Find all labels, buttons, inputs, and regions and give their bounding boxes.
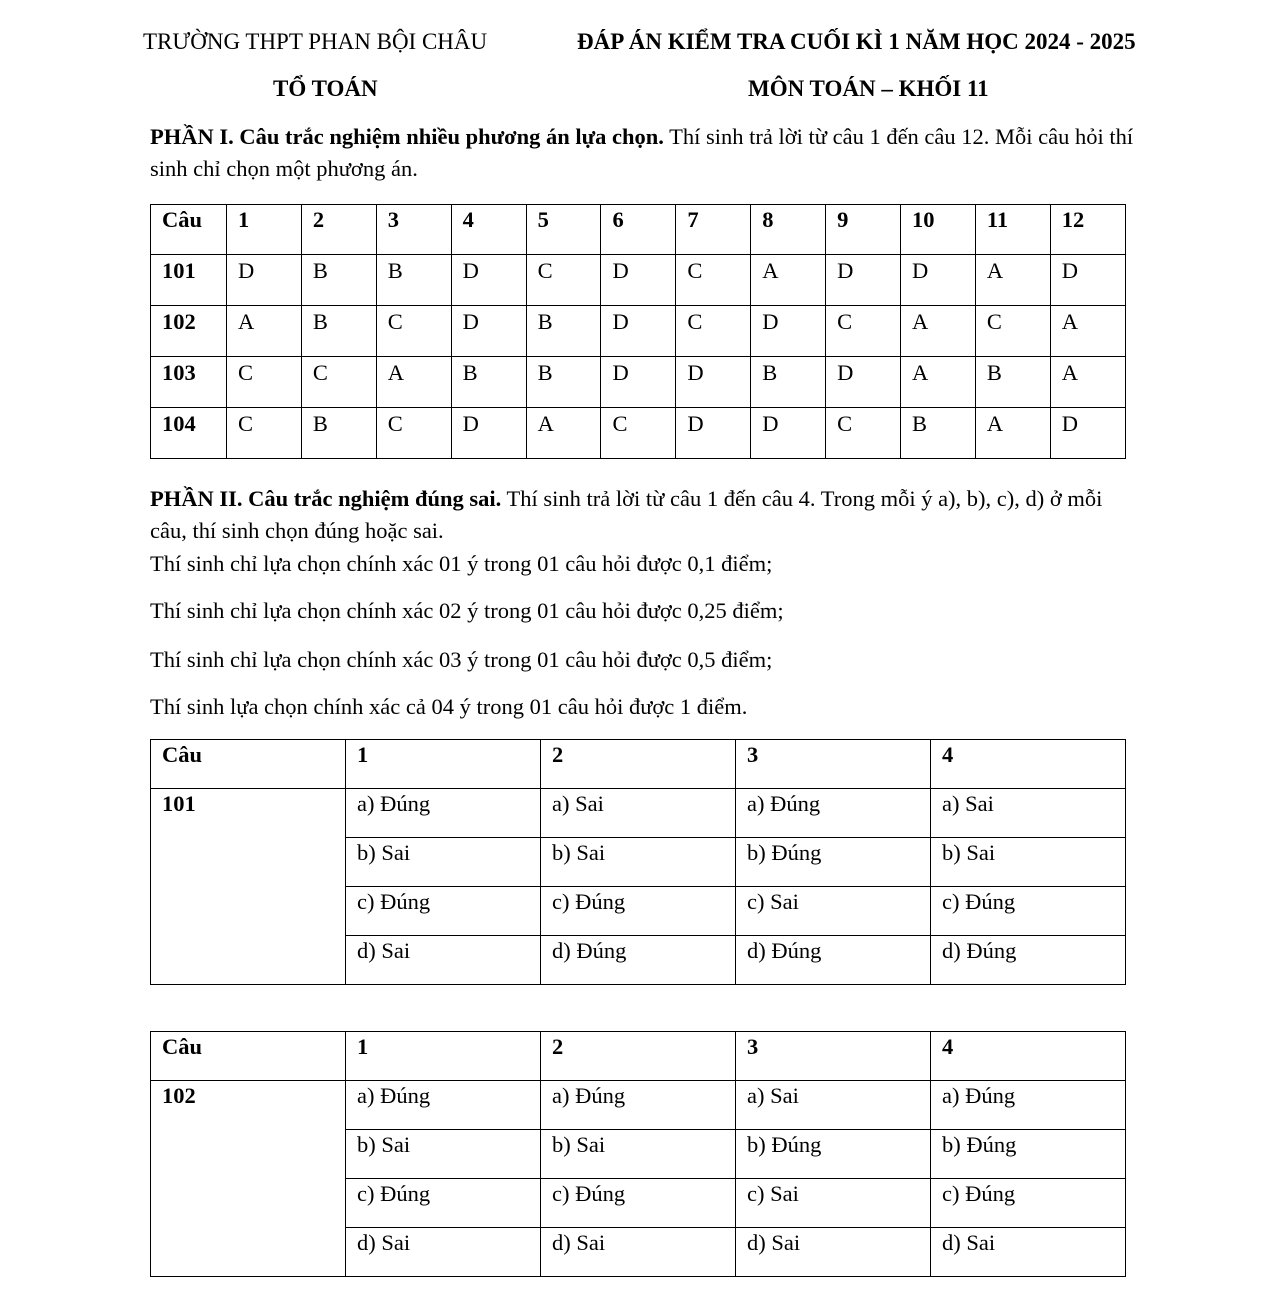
answer-cell: D (451, 255, 526, 306)
answer-cell: c) Đúng (541, 1179, 736, 1228)
column-header: 3 (736, 740, 931, 789)
answer-cell: B (751, 357, 826, 408)
department-name: TỔ TOÁN (273, 76, 378, 101)
answer-cell: D (601, 306, 676, 357)
answer-cell: A (901, 306, 976, 357)
answer-cell: C (826, 306, 901, 357)
answer-cell: a) Sai (736, 1081, 931, 1130)
answer-cell: D (1050, 255, 1125, 306)
answer-cell: d) Sai (736, 1228, 931, 1277)
part2-heading (150, 483, 1140, 547)
table-row (151, 306, 1126, 357)
table-header-row (151, 205, 1126, 255)
answer-cell: D (751, 408, 826, 459)
answer-cell: d) Sai (931, 1228, 1126, 1277)
answer-cell: b) Đúng (931, 1130, 1126, 1179)
answer-cell: D (901, 255, 976, 306)
scoring-rule: Thí sinh chỉ lựa chọn chính xác 01 ý trong 01 câu hỏi được 0,1 điểm; (150, 551, 773, 576)
table-row (151, 1081, 1126, 1130)
column-header: 5 (526, 205, 601, 255)
answer-cell: D (601, 357, 676, 408)
answer-cell: C (227, 357, 302, 408)
column-header: 6 (601, 205, 676, 255)
answer-cell: A (526, 408, 601, 459)
column-header: 1 (346, 740, 541, 789)
answer-cell: D (676, 357, 751, 408)
answer-cell: D (826, 357, 901, 408)
answer-cell: A (975, 408, 1050, 459)
column-header: Câu (151, 740, 346, 789)
answer-cell: d) Đúng (931, 936, 1126, 985)
answer-cell: C (301, 357, 376, 408)
column-header: 3 (736, 1032, 931, 1081)
exam-code-cell: 101 (151, 255, 227, 306)
answer-cell: D (751, 306, 826, 357)
answer-cell: A (751, 255, 826, 306)
scoring-rule: Thí sinh lựa chọn chính xác cả 04 ý trong 01 câu hỏi được 1 điểm. (150, 694, 748, 719)
column-header: Câu (151, 205, 227, 255)
answer-cell: c) Sai (736, 887, 931, 936)
column-header: 7 (676, 205, 751, 255)
answer-cell: d) Sai (346, 1228, 541, 1277)
answer-cell: A (1050, 357, 1125, 408)
part2-instruction: Thí sinh trả lời từ câu 1 đến câu 4. Trong mỗi ý a), b), c), d) ở mỗi câu, thí sinh chọn đúng hoặc sai. (150, 486, 1103, 543)
part2-answer-table-101 (150, 739, 1126, 985)
answer-cell: c) Đúng (931, 1179, 1126, 1228)
answer-cell: C (676, 306, 751, 357)
part2-title: PHẦN II. Câu trắc nghiệm đúng sai. (150, 486, 502, 511)
answer-cell: B (975, 357, 1050, 408)
exam-code-cell: 101 (151, 789, 346, 985)
table-row (151, 255, 1126, 306)
part1-instruction: Thí sinh trả lời từ câu 1 đến câu 12. Mỗi câu hỏi thí sinh chỉ chọn một phương án. (150, 124, 1134, 181)
answer-cell: c) Sai (736, 1179, 931, 1228)
answer-cell: D (451, 306, 526, 357)
answer-cell: c) Đúng (541, 887, 736, 936)
answer-cell: A (1050, 306, 1125, 357)
exam-code-cell: 103 (151, 357, 227, 408)
exam-title: ĐÁP ÁN KIỂM TRA CUỐI KÌ 1 NĂM HỌC 2024 - 2025 (577, 29, 1136, 54)
answer-cell: D (676, 408, 751, 459)
answer-cell: b) Đúng (736, 1130, 931, 1179)
answer-cell: C (376, 306, 451, 357)
answer-cell: A (975, 255, 1050, 306)
column-header: 12 (1050, 205, 1125, 255)
answer-cell: a) Sai (931, 789, 1126, 838)
subject-title: MÔN TOÁN – KHỐI 11 (748, 76, 989, 101)
answer-cell: a) Đúng (736, 789, 931, 838)
table-header-row (151, 1032, 1126, 1081)
answer-cell: B (526, 306, 601, 357)
part1-heading (150, 121, 1140, 185)
answer-cell: C (526, 255, 601, 306)
answer-cell: C (601, 408, 676, 459)
column-header: 9 (826, 205, 901, 255)
part1-title: PHẦN I. Câu trắc nghiệm nhiều phương án lựa chọn. (150, 124, 664, 149)
answer-cell: C (227, 408, 302, 459)
exam-code-cell: 104 (151, 408, 227, 459)
column-header: 1 (346, 1032, 541, 1081)
answer-cell: B (451, 357, 526, 408)
answer-cell: D (826, 255, 901, 306)
exam-code-cell: 102 (151, 1081, 346, 1277)
table-row (151, 408, 1126, 459)
column-header: 4 (931, 1032, 1126, 1081)
answer-cell: D (227, 255, 302, 306)
table-row (151, 789, 1126, 838)
scoring-rule: Thí sinh chỉ lựa chọn chính xác 03 ý trong 01 câu hỏi được 0,5 điểm; (150, 647, 773, 672)
column-header: 2 (541, 1032, 736, 1081)
answer-cell: c) Đúng (346, 1179, 541, 1228)
answer-cell: C (376, 408, 451, 459)
column-header: 11 (975, 205, 1050, 255)
answer-cell: a) Đúng (931, 1081, 1126, 1130)
answer-cell: D (1050, 408, 1125, 459)
column-header: Câu (151, 1032, 346, 1081)
answer-cell: B (301, 255, 376, 306)
answer-cell: a) Đúng (346, 789, 541, 838)
scoring-rule: Thí sinh chỉ lựa chọn chính xác 02 ý trong 01 câu hỏi được 0,25 điểm; (150, 598, 784, 623)
answer-cell: b) Sai (931, 838, 1126, 887)
answer-cell: B (526, 357, 601, 408)
answer-cell: b) Đúng (736, 838, 931, 887)
answer-cell: c) Đúng (346, 887, 541, 936)
answer-cell: B (301, 408, 376, 459)
column-header: 2 (301, 205, 376, 255)
part2-answer-table-102 (150, 1031, 1126, 1277)
column-header: 4 (451, 205, 526, 255)
answer-cell: C (826, 408, 901, 459)
answer-cell: A (227, 306, 302, 357)
answer-cell: d) Sai (346, 936, 541, 985)
column-header: 10 (901, 205, 976, 255)
answer-cell: A (901, 357, 976, 408)
table-row (151, 357, 1126, 408)
answer-cell: a) Đúng (346, 1081, 541, 1130)
exam-code-cell: 102 (151, 306, 227, 357)
part1-answer-table (150, 204, 1126, 459)
answer-cell: c) Đúng (931, 887, 1126, 936)
answer-cell: B (301, 306, 376, 357)
answer-cell: d) Sai (541, 1228, 736, 1277)
answer-cell: d) Đúng (736, 936, 931, 985)
answer-cell: A (376, 357, 451, 408)
column-header: 3 (376, 205, 451, 255)
column-header: 4 (931, 740, 1126, 789)
answer-cell: b) Sai (346, 1130, 541, 1179)
column-header: 1 (227, 205, 302, 255)
column-header: 8 (751, 205, 826, 255)
column-header: 2 (541, 740, 736, 789)
answer-cell: C (676, 255, 751, 306)
answer-cell: b) Sai (346, 838, 541, 887)
answer-cell: b) Sai (541, 838, 736, 887)
answer-cell: D (451, 408, 526, 459)
answer-cell: B (376, 255, 451, 306)
answer-cell: a) Sai (541, 789, 736, 838)
answer-cell: a) Đúng (541, 1081, 736, 1130)
answer-cell: d) Đúng (541, 936, 736, 985)
answer-cell: B (901, 408, 976, 459)
answer-cell: C (975, 306, 1050, 357)
table-header-row (151, 740, 1126, 789)
school-name: TRƯỜNG THPT PHAN BỘI CHÂU (143, 29, 488, 54)
answer-cell: b) Sai (541, 1130, 736, 1179)
answer-cell: D (601, 255, 676, 306)
